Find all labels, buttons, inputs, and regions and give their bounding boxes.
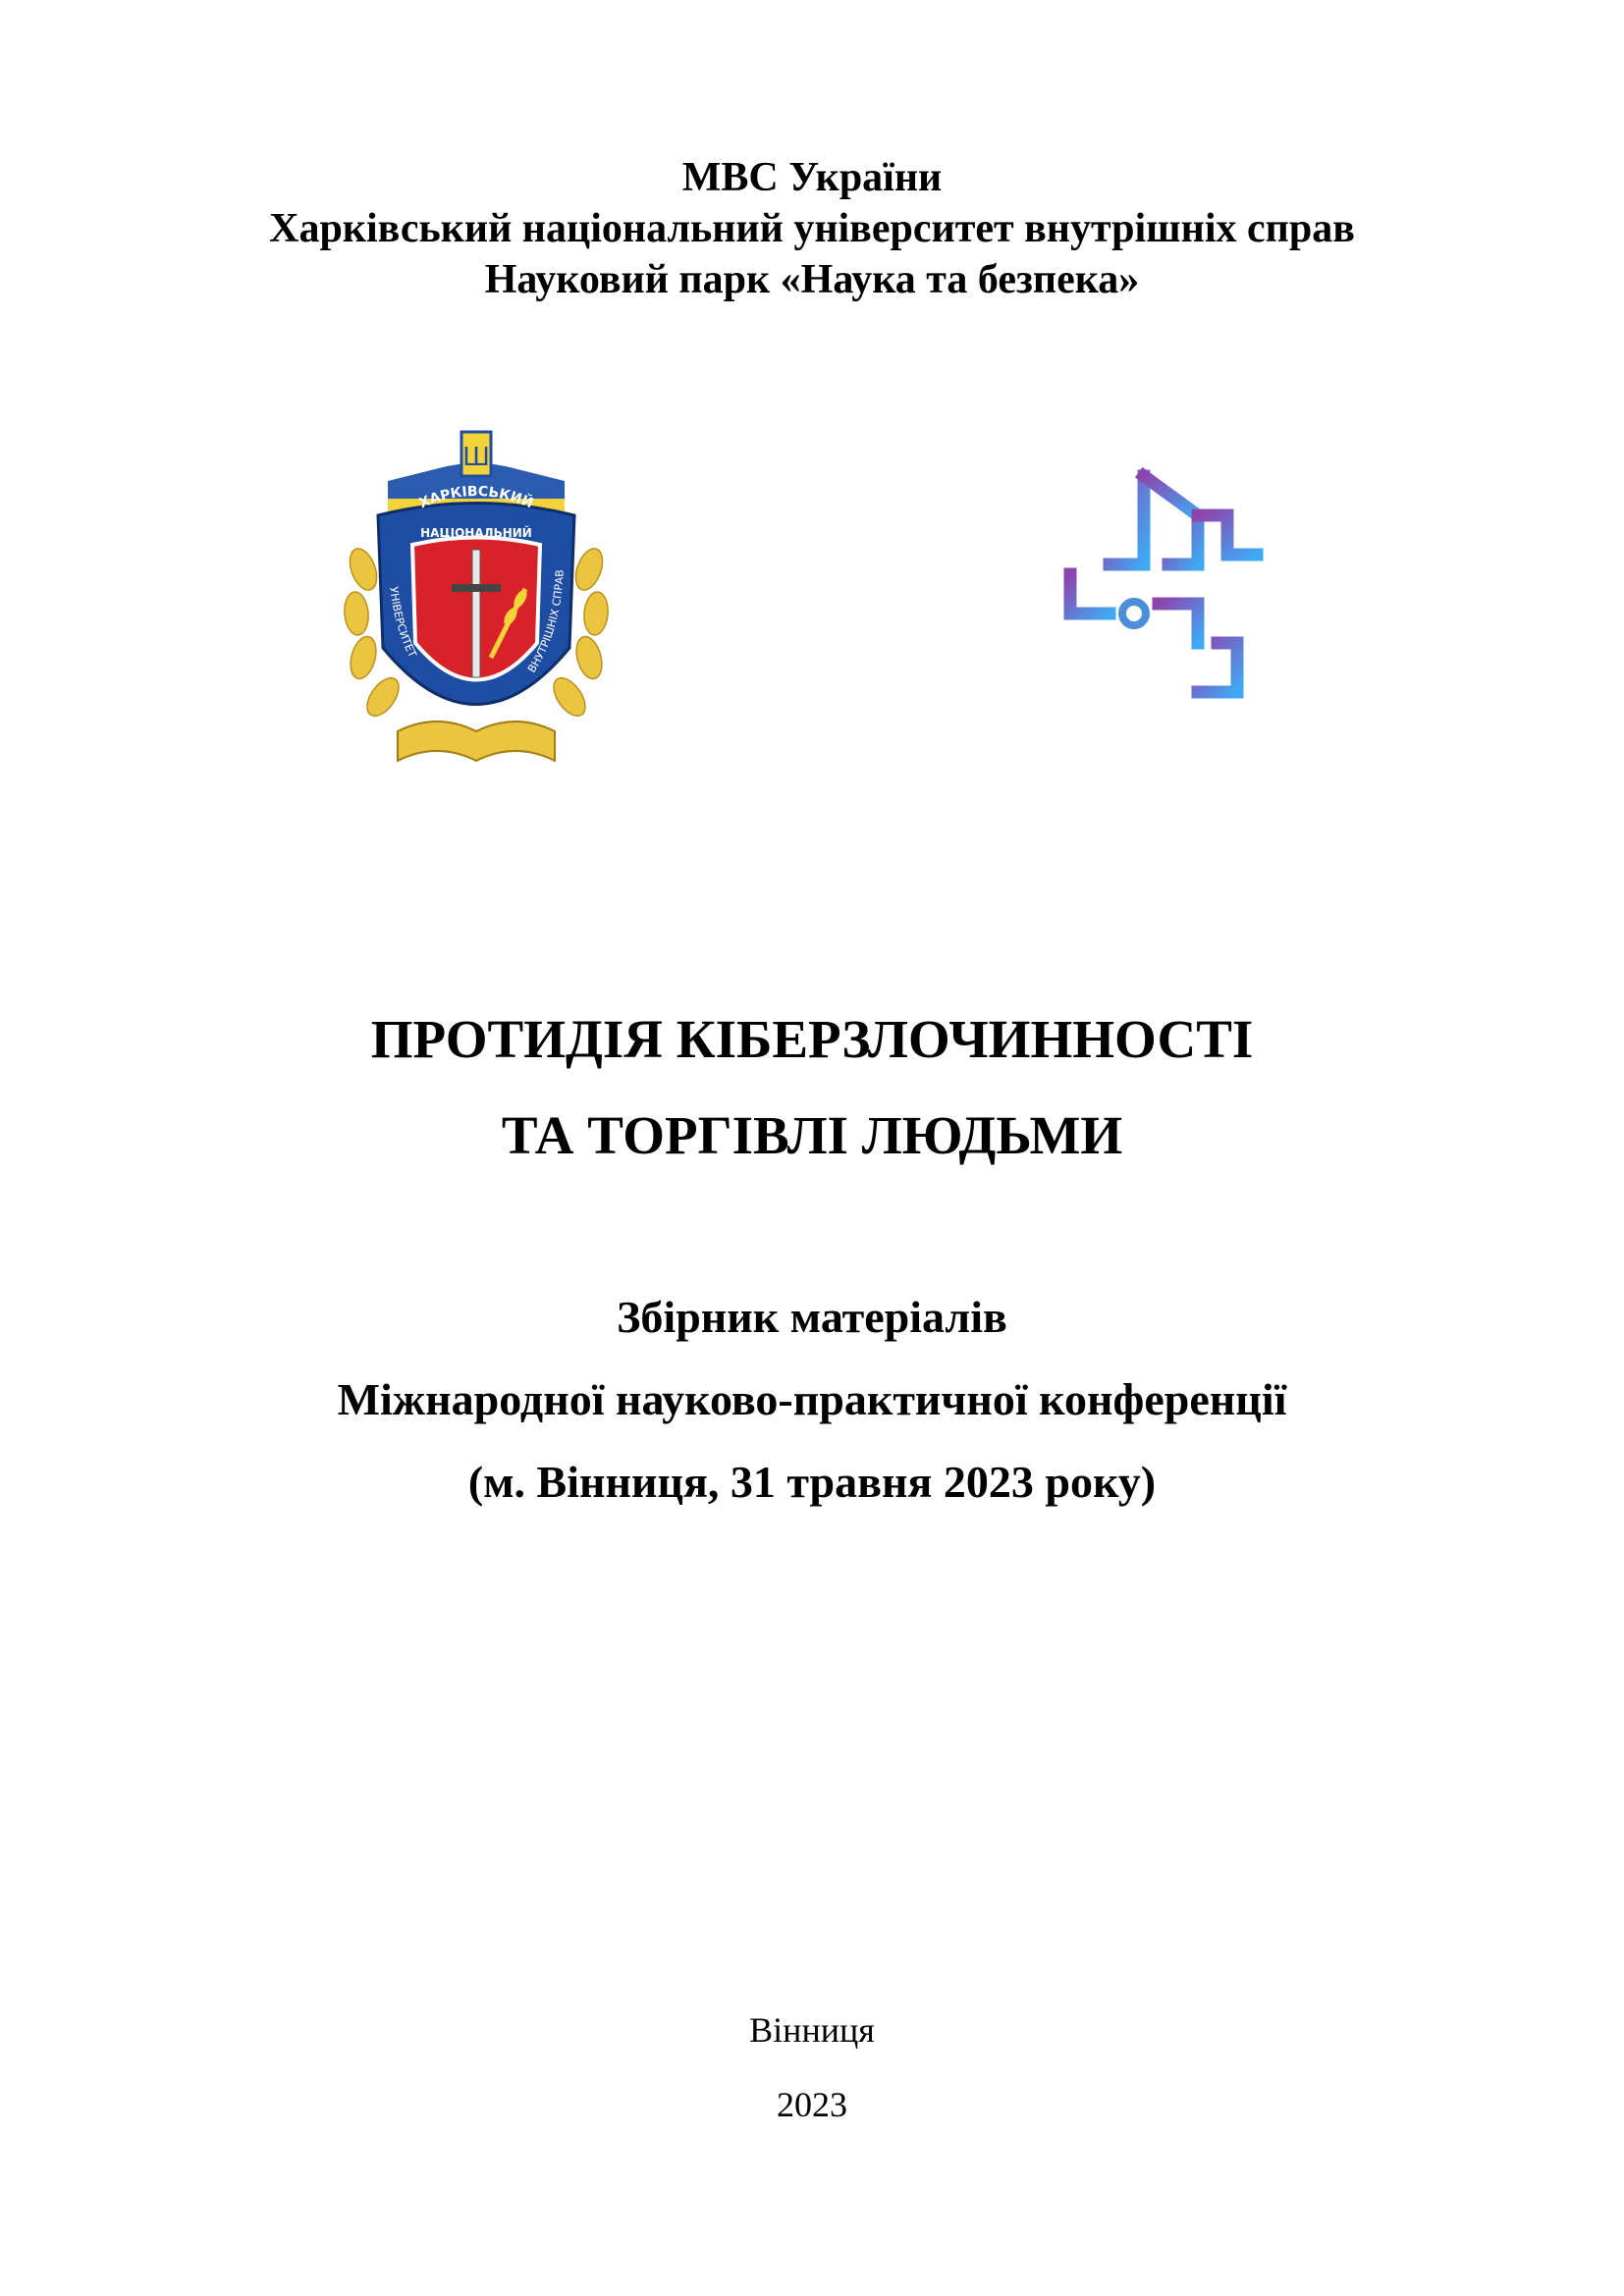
svg-text:Ш: Ш	[462, 443, 490, 472]
subtitle-place-date: (м. Вінниця, 31 травня 2023 року)	[467, 1457, 1157, 1507]
svg-text:НАЦІОНАЛЬНИЙ: НАЦІОНАЛЬНИЙ	[420, 526, 532, 540]
footer-city: Вінниця	[749, 2010, 875, 2050]
university-emblem-icon	[329, 422, 623, 775]
document-title	[0, 991, 1624, 1184]
ministry-name: МВС України	[681, 155, 943, 200]
svg-text:ВНУТРІШНІХ СПРАВ: ВНУТРІШНІХ СПРАВ	[525, 569, 567, 675]
document-header	[0, 152, 1624, 305]
svg-text:ХАРКІВСЬКИЙ: ХАРКІВСЬКИЙ	[416, 483, 536, 512]
svg-text:УНІВЕРСИТЕТ: УНІВЕРСИТЕТ	[387, 586, 419, 660]
science-park-name: Науковий парк «Наука та безпека»	[484, 257, 1140, 302]
subtitle-conference: Міжнародної науково-практичної конференції	[337, 1374, 1287, 1424]
document-footer	[0, 1993, 1624, 2142]
subtitle-collection: Збірник матеріалів	[617, 1292, 1007, 1342]
document-subtitle	[0, 1276, 1624, 1523]
science-park-circuit-logo-icon	[1031, 466, 1276, 712]
university-name: Харківський національний університет внутрішніх справ	[269, 206, 1355, 251]
footer-year: 2023	[777, 2085, 847, 2124]
title-line-1: ПРОТИДІЯ КІБЕРЗЛОЧИННОСТІ	[370, 1009, 1254, 1069]
title-line-2: ТА ТОРГІВЛІ ЛЮДЬМИ	[501, 1105, 1123, 1165]
